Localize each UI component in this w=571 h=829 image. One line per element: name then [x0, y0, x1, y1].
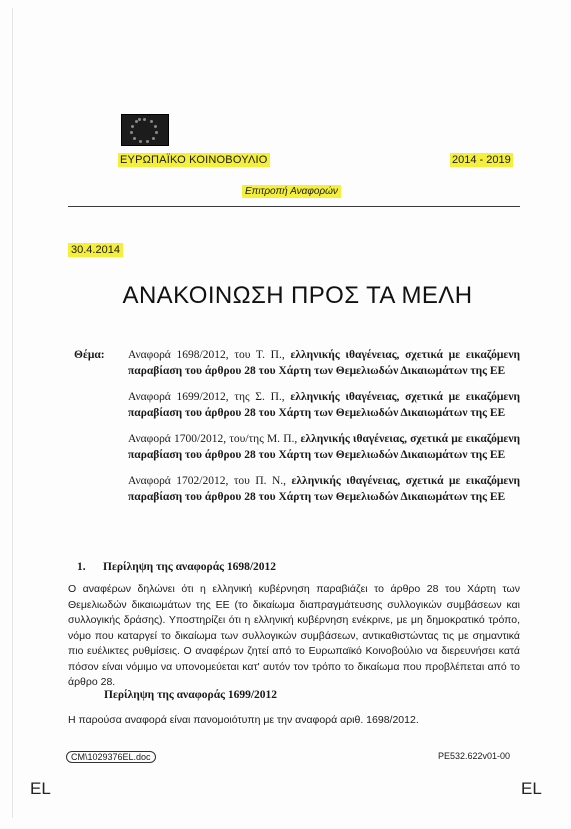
- petition-item: [128, 473, 520, 505]
- petition-number: Αναφορά 1702/2012, του Π. Ν.,: [128, 475, 287, 487]
- footer-document-name: [66, 751, 156, 763]
- parliamentary-term: 2014 - 2019: [452, 154, 511, 166]
- header-divider: [68, 206, 520, 207]
- language-code-left: EL: [30, 779, 51, 798]
- petition-number: Αναφορά 1700/2012, του/της Μ. Π.,: [128, 433, 298, 445]
- section-1-body: Ο αναφέρων δηλώνει ότι η ελληνική κυβέρνηση παραβιάζει το άρθρο 28 του Χάρτη των Θεμελιωδών δικαιωμάτων της ΕΕ (το δικαίωμα διαπραγμάτευσης συλλογικών συμβάσεων και συλλογικής δράσης). Υποστηρίζει ότι η ελληνική κυβέρνηση ενέκρινε, με μη δημοκρατικό τρόπο, νόμο που καταργεί το δικαίωμα των συλλογικών συμβάσεων, αντικαθιστώντας τις με σημαντικά πιο ευέλικτες ρυθμίσεις. Ο αναφέρων ζητεί από το Ευρωπαϊκό Κοινοβούλιο να διερευνήσει κατά πόσον είναι νόμιμο να υπονομεύεται κατ' αυτόν τον τρόπο το δικαίωμα που προβλέπεται από το άρθρο 28.: [68, 583, 520, 688]
- parliament-name: ΕΥΡΩΠΑΪΚΟ ΚΟΙΝΟΒΟΥΛΙΟ: [120, 154, 268, 166]
- petition-item: [128, 389, 520, 421]
- scan-edge: [12, 8, 13, 818]
- petition-item: [128, 431, 520, 463]
- document-title: ΑΝΑΚΟΙΝΩΣΗ ΠΡΟΣ ΤΑ ΜΕΛΗ: [122, 282, 473, 309]
- petition-subject: ελληνικής ιθαγένειας, σχετικά με εικαζόμενη παραβίαση του άρθρου 28 του Χάρτη των Θεμελιωδών Δικαιωμάτων της ΕΕ: [128, 433, 520, 461]
- footer-reference: PE532.622v01-00: [438, 751, 511, 761]
- section-2-heading: Περίληψη της αναφοράς 1699/2012: [104, 689, 278, 701]
- petition-number: Αναφορά 1699/2012, της Σ. Π.,: [128, 391, 285, 403]
- committee-name: Επιτροπή Αναφορών: [242, 185, 341, 198]
- petition-subject: ελληνικής ιθαγένειας, σχετικά με εικαζόμενη παραβίαση του άρθρου 28 του Χάρτη των Θεμελιωδών Δικαιωμάτων της ΕΕ: [128, 391, 520, 419]
- language-code-right: EL: [521, 779, 542, 798]
- petition-number: Αναφορά 1698/2012, του Τ. Π.,: [128, 349, 285, 361]
- petitions-list: [128, 347, 520, 515]
- section-title: Περίληψη της αναφοράς 1698/2012: [103, 561, 277, 573]
- document-filename: CM\1029376EL.doc: [66, 751, 156, 763]
- petition-item: [128, 347, 520, 379]
- section-2-body: Η παρούσα αναφορά είναι πανομοιότυπη με την αναφορά αριθ. 1698/2012.: [68, 714, 419, 726]
- section-number: 1.: [77, 561, 86, 573]
- document-date: 30.4.2014: [68, 243, 123, 257]
- subject-label: Θέμα:: [74, 349, 105, 361]
- section-1-heading: [77, 561, 276, 573]
- petition-subject: ελληνικής ιθαγένειας, σχετικά με εικαζόμενη παραβίαση του άρθρου 28 του Χάρτη των Θεμελιωδών Δικαιωμάτων της ΕΕ: [128, 475, 520, 503]
- eu-flag-logo: [121, 114, 169, 146]
- petition-subject: ελληνικής ιθαγένειας, σχετικά με εικαζόμενη παραβίαση του άρθρου 28 του Χάρτη των Θεμελιωδών Δικαιωμάτων της ΕΕ: [128, 349, 520, 377]
